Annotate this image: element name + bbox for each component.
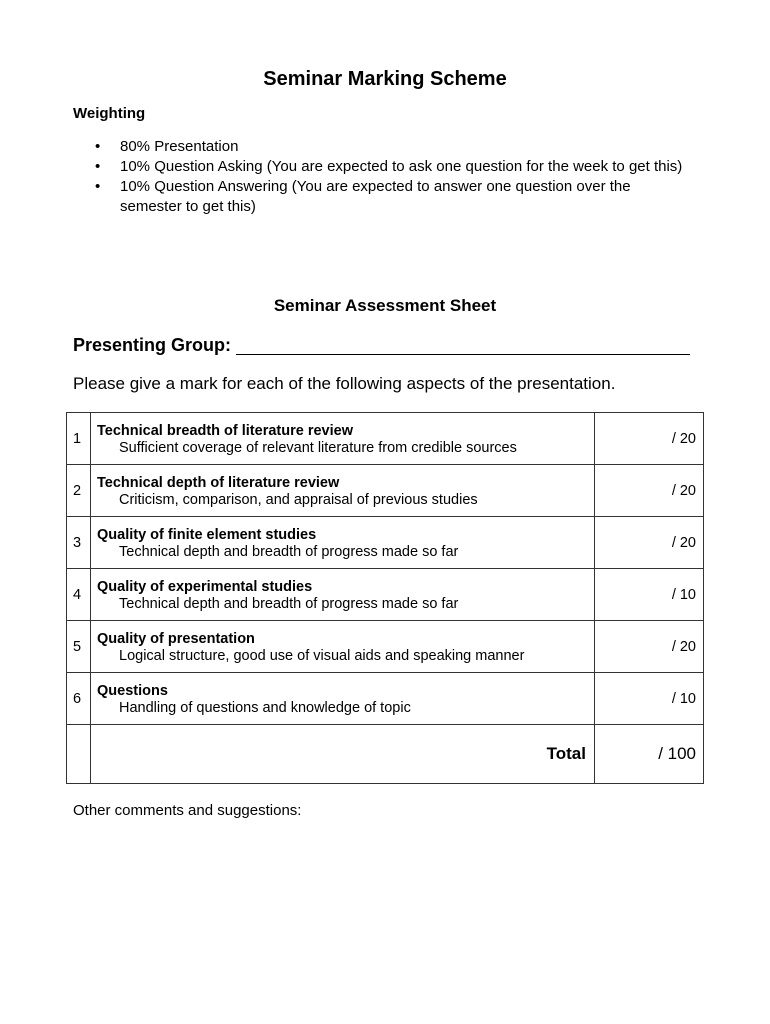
criterion-title: Technical depth of literature review <box>97 475 340 491</box>
criterion-description: Criticism, comparison, and appraisal of previous studies <box>119 492 478 508</box>
table-row <box>67 621 704 673</box>
table-row <box>67 465 704 517</box>
score-field[interactable]: / 20 <box>595 517 704 569</box>
list-item <box>73 177 693 217</box>
presenting-group-label: Presenting Group: <box>73 335 232 355</box>
criterion-title: Technical breadth of literature review <box>97 423 353 439</box>
bullet-icon: • <box>95 178 101 195</box>
criterion-description: Handling of questions and knowledge of topic <box>119 700 411 716</box>
assessment-sheet-heading: Seminar Assessment Sheet <box>273 296 497 315</box>
weighting-item-text: 10% Question Answering (You are expected to answer one question over the semester to get this) <box>120 178 631 215</box>
criterion-title: Quality of presentation <box>97 631 255 647</box>
score-field[interactable]: / 10 <box>595 569 704 621</box>
criterion-description: Technical depth and breadth of progress made so far <box>119 544 459 560</box>
score-field[interactable]: / 20 <box>595 413 704 465</box>
criterion-description: Logical structure, good use of visual aids and speaking manner <box>119 648 525 664</box>
criterion-number: 2 <box>67 465 91 517</box>
criterion-cell <box>91 465 595 517</box>
score-field[interactable]: / 10 <box>595 673 704 725</box>
table-row <box>67 413 704 465</box>
assessment-table <box>66 412 704 784</box>
criterion-cell <box>91 621 595 673</box>
criterion-number: 4 <box>67 569 91 621</box>
empty-cell <box>67 725 91 784</box>
score-field[interactable]: / 20 <box>595 621 704 673</box>
bullet-icon: • <box>95 158 101 175</box>
table-row <box>67 569 704 621</box>
criterion-title: Quality of finite element studies <box>97 527 317 543</box>
bullet-icon: • <box>95 138 101 155</box>
total-row <box>67 725 704 784</box>
score-field[interactable]: / 20 <box>595 465 704 517</box>
criterion-description: Sufficient coverage of relevant literature from credible sources <box>119 440 517 456</box>
presenting-group-field[interactable] <box>236 354 690 355</box>
list-item <box>73 157 693 177</box>
table-row <box>67 673 704 725</box>
total-label: Total <box>91 725 595 784</box>
criterion-description: Technical depth and breadth of progress made so far <box>119 596 459 612</box>
criterion-cell <box>91 673 595 725</box>
list-item <box>73 137 693 157</box>
criterion-cell <box>91 517 595 569</box>
instruction-text: Please give a mark for each of the following aspects of the presentation. <box>73 374 616 393</box>
weighting-heading: Weighting <box>73 105 146 122</box>
weighting-item-text: 10% Question Asking (You are expected to ask one question for the week to get this) <box>120 158 683 175</box>
weighting-item-text: 80% Presentation <box>120 138 239 155</box>
total-score-field[interactable]: / 100 <box>595 725 704 784</box>
criterion-number: 1 <box>67 413 91 465</box>
criterion-cell <box>91 413 595 465</box>
criterion-number: 5 <box>67 621 91 673</box>
criterion-cell <box>91 569 595 621</box>
criterion-number: 6 <box>67 673 91 725</box>
comments-label: Other comments and suggestions: <box>73 802 302 819</box>
criterion-title: Questions <box>97 683 168 699</box>
table-row <box>67 517 704 569</box>
criterion-title: Quality of experimental studies <box>97 579 313 595</box>
criterion-number: 3 <box>67 517 91 569</box>
weighting-list <box>73 137 693 217</box>
page-title: Seminar Marking Scheme <box>263 68 507 90</box>
